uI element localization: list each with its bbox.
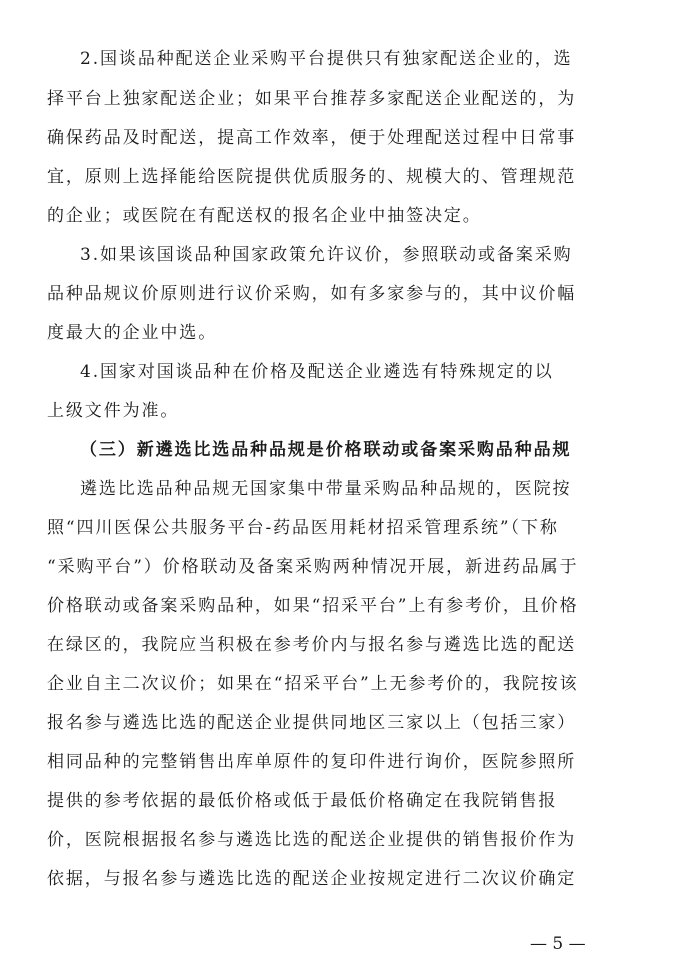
paragraph-4-line-1: 4.国家对国谈品种在价格及配送企业遴选有特殊规定的以: [80, 362, 554, 382]
section-heading: （三）新遴选比选品种品规是价格联动或备案采购品种品规: [80, 440, 572, 460]
paragraph-3-line-1: 3.如果该国谈品种国家政策允许议价，参照联动或备案采购: [80, 245, 573, 265]
paragraph-5-line-3: “采购平台”）价格联动及备案采购两种情况开展，新进药品属于: [47, 557, 579, 577]
paragraph-2-line-1: 2.国谈品种配送企业采购平台提供只有独家配送企业的，选: [80, 49, 573, 69]
paragraph-5-line-4: 价格联动或备案采购品种，如果“招采平台”上有参考价，且价格: [47, 596, 579, 616]
paragraph-3-line-2: 品种品规议价原则进行议价采购，如有多家参与的，其中议价幅: [47, 284, 577, 304]
paragraph-2-line-2: 择平台上独家配送企业；如果平台推荐多家配送企业配送的，为: [47, 89, 577, 109]
paragraph-5-line-2: 照“四川医保公共服务平台-药品医用耗材招采管理系统”（下称: [47, 518, 559, 538]
paragraph-5-line-8: 相同品种的完整销售出库单原件的复印件进行询价，医院参照所: [47, 752, 577, 772]
paragraph-5-line-1: 遴选比选品种品规无国家集中带量采购品种品规的，医院按: [80, 479, 572, 499]
paragraph-2-line-4: 宜，原则上选择能给医院提供优质服务的、规模大的、管理规范: [47, 167, 577, 187]
paragraph-5-line-11: 依据，与报名参与遴选比选的配送企业按规定进行二次议价确定: [47, 869, 577, 889]
paragraph-2-line-5: 的企业；或医院在有配送权的报名企业中抽签决定。: [47, 206, 482, 226]
paragraph-5-line-10: 价，医院根据报名参与遴选比选的配送企业提供的销售报价作为: [47, 830, 577, 850]
paragraph-3-line-3: 度最大的企业中选。: [47, 323, 218, 343]
paragraph-2-line-3: 确保药品及时配送，提高工作效率，便于处理配送过程中日常事: [47, 128, 577, 148]
paragraph-5-line-5: 在绿区的，我院应当积极在参考价内与报名参与遴选比选的配送: [47, 635, 577, 655]
paragraph-5-line-7: 报名参与遴选比选的配送企业提供同地区三家以上（包括三家）: [47, 713, 577, 733]
paragraph-5-line-6: 企业自主二次议价；如果在“招采平台”上无参考价的，我院按该: [47, 674, 579, 694]
paragraph-5-line-9: 提供的参考依据的最低价格或低于最低价格确定在我院销售报: [47, 791, 558, 811]
page-number: — 5 —: [530, 934, 586, 954]
paragraph-4-line-2: 上级文件为准。: [47, 401, 180, 421]
